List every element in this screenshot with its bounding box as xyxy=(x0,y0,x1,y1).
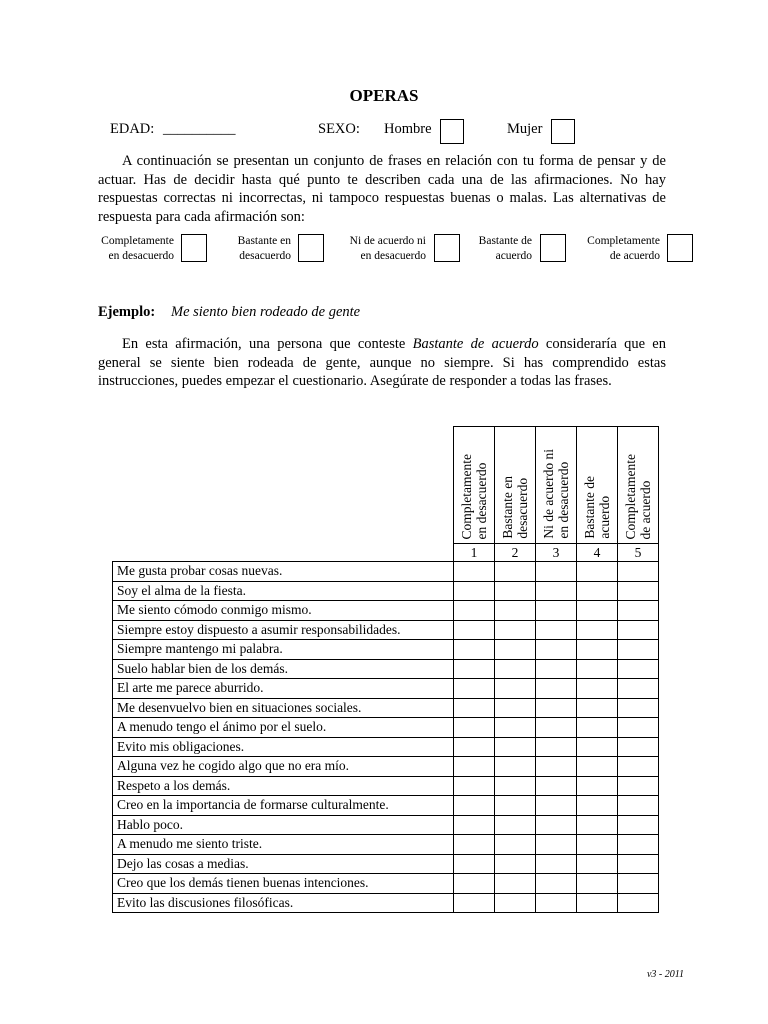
answer-cell-3[interactable] xyxy=(536,698,577,718)
answer-cell-4[interactable] xyxy=(577,659,618,679)
answer-cell-4[interactable] xyxy=(577,854,618,874)
answer-cell-3[interactable] xyxy=(536,893,577,913)
table-row xyxy=(113,679,659,699)
answer-cell-3[interactable] xyxy=(536,640,577,660)
column-number-row xyxy=(113,544,659,562)
answer-cell-4[interactable] xyxy=(577,796,618,816)
answer-cell-2[interactable] xyxy=(495,815,536,835)
answer-cell-2[interactable] xyxy=(495,776,536,796)
table-row xyxy=(113,718,659,738)
answer-cell-2[interactable] xyxy=(495,640,536,660)
answer-cell-4[interactable] xyxy=(577,815,618,835)
table-row xyxy=(113,698,659,718)
mujer-label: Mujer xyxy=(507,121,543,137)
answer-cell-5[interactable] xyxy=(618,893,659,913)
answer-cell-3[interactable] xyxy=(536,757,577,777)
answer-cell-1[interactable] xyxy=(454,698,495,718)
answer-cell-5[interactable] xyxy=(618,562,659,582)
answer-cell-3[interactable] xyxy=(536,854,577,874)
answer-cell-1[interactable] xyxy=(454,679,495,699)
answer-cell-2[interactable] xyxy=(495,659,536,679)
answer-cell-2[interactable] xyxy=(495,601,536,621)
column-header-3: Ni de acuerdo ni en desacuerdo xyxy=(536,427,577,544)
example-emphasis: Bastante de acuerdo xyxy=(412,336,539,352)
table-row xyxy=(113,620,659,640)
table-row xyxy=(113,815,659,835)
option-legend-3: Ni de acuerdo ni en desacuerdo xyxy=(349,235,426,262)
answer-cell-1[interactable] xyxy=(454,757,495,777)
answer-cell-2[interactable] xyxy=(495,718,536,738)
answer-cell-4[interactable] xyxy=(577,776,618,796)
answer-cell-4[interactable] xyxy=(577,874,618,894)
answer-cell-4[interactable] xyxy=(577,893,618,913)
option-legend-5: Completamente de acuerdo xyxy=(587,235,660,262)
statement-text: Evito mis obligaciones. xyxy=(113,737,454,757)
table-row xyxy=(113,659,659,679)
answer-cell-5[interactable] xyxy=(618,835,659,855)
answer-cell-1[interactable] xyxy=(454,776,495,796)
answer-cell-2[interactable] xyxy=(495,757,536,777)
statement-text: A menudo tengo el ánimo por el suelo. xyxy=(113,718,454,738)
column-number-4: 4 xyxy=(577,544,618,562)
answer-cell-5[interactable] xyxy=(618,640,659,660)
answer-cell-4[interactable] xyxy=(577,835,618,855)
answer-cell-2[interactable] xyxy=(495,874,536,894)
answer-cell-5[interactable] xyxy=(618,679,659,699)
answer-cell-2[interactable] xyxy=(495,620,536,640)
answer-cell-2[interactable] xyxy=(495,893,536,913)
answer-cell-1[interactable] xyxy=(454,620,495,640)
statement-text: Siempre mantengo mi palabra. xyxy=(113,640,454,660)
statement-text: Evito las discusiones filosóficas. xyxy=(113,893,454,913)
answer-cell-1[interactable] xyxy=(454,659,495,679)
answer-cell-2[interactable] xyxy=(495,698,536,718)
answer-cell-1[interactable] xyxy=(454,601,495,621)
answer-cell-1[interactable] xyxy=(454,893,495,913)
answer-cell-4[interactable] xyxy=(577,581,618,601)
table-row xyxy=(113,893,659,913)
edad-blank[interactable]: __________ xyxy=(163,121,236,137)
instructions-paragraph: En esta afirmación, una persona que conteste Bastante de acuerdo consideraría que en general se siente bien rodeada de gente, aunque no siempre. Si has comprendido estas instrucciones, puedes empezar el cuestionario. Asegúrate de responder a todas las frases. xyxy=(98,336,666,389)
sexo-label: SEXO: xyxy=(318,121,360,137)
statement-text: Suelo hablar bien de los demás. xyxy=(113,659,454,679)
column-header-4: Bastante de acuerdo xyxy=(577,427,618,544)
answer-cell-4[interactable] xyxy=(577,757,618,777)
answer-cell-2[interactable] xyxy=(495,854,536,874)
statement-text: Creo en la importancia de formarse culturalmente. xyxy=(113,796,454,816)
answer-cell-2[interactable] xyxy=(495,835,536,855)
answer-cell-5[interactable] xyxy=(618,874,659,894)
answer-cell-5[interactable] xyxy=(618,776,659,796)
column-header-2: Bastante en desacuerdo xyxy=(495,427,536,544)
statement-text: Soy el alma de la fiesta. xyxy=(113,581,454,601)
statement-text: Siempre estoy dispuesto a asumir responsabilidades. xyxy=(113,620,454,640)
statement-text: A menudo me siento triste. xyxy=(113,835,454,855)
statement-text: Me siento cómodo conmigo mismo. xyxy=(113,601,454,621)
answer-cell-3[interactable] xyxy=(536,815,577,835)
table-row xyxy=(113,757,659,777)
questionnaire-table xyxy=(112,426,659,913)
mujer-checkbox[interactable] xyxy=(551,119,575,144)
column-number-1: 1 xyxy=(454,544,495,562)
option-legend-1: Completamente en desacuerdo xyxy=(101,235,174,262)
statement-text: Me gusta probar cosas nuevas. xyxy=(113,562,454,582)
option-box-5 xyxy=(667,234,693,262)
answer-cell-4[interactable] xyxy=(577,562,618,582)
answer-cell-1[interactable] xyxy=(454,718,495,738)
statement-text: Respeto a los demás. xyxy=(113,776,454,796)
answer-cell-3[interactable] xyxy=(536,601,577,621)
statement-text: El arte me parece aburrido. xyxy=(113,679,454,699)
answer-cell-1[interactable] xyxy=(454,581,495,601)
table-row xyxy=(113,601,659,621)
answer-cell-3[interactable] xyxy=(536,835,577,855)
answer-cell-5[interactable] xyxy=(618,757,659,777)
column-header-5: Completamente de acuerdo xyxy=(618,427,659,544)
answer-cell-5[interactable] xyxy=(618,620,659,640)
answer-cell-1[interactable] xyxy=(454,562,495,582)
answer-cell-4[interactable] xyxy=(577,698,618,718)
answer-cell-3[interactable] xyxy=(536,581,577,601)
answer-cell-4[interactable] xyxy=(577,737,618,757)
answer-cell-3[interactable] xyxy=(536,620,577,640)
example-text: Me siento bien rodeado de gente xyxy=(171,304,361,320)
statement-text: Me desenvuelvo bien en situaciones sociales. xyxy=(113,698,454,718)
answer-cell-2[interactable] xyxy=(495,562,536,582)
edad-label: EDAD: xyxy=(110,121,155,137)
table-row xyxy=(113,796,659,816)
column-number-2: 2 xyxy=(495,544,536,562)
answer-cell-4[interactable] xyxy=(577,640,618,660)
table-row xyxy=(113,737,659,757)
answer-cell-2[interactable] xyxy=(495,796,536,816)
column-header-1: Completamente en desacuerdo xyxy=(454,427,495,544)
answer-cell-1[interactable] xyxy=(454,640,495,660)
hombre-checkbox[interactable] xyxy=(440,119,464,144)
answer-cell-3[interactable] xyxy=(536,562,577,582)
answer-cell-3[interactable] xyxy=(536,874,577,894)
table-row xyxy=(113,835,659,855)
answer-cell-3[interactable] xyxy=(536,737,577,757)
answer-cell-5[interactable] xyxy=(618,815,659,835)
version-footer: v3 - 2011 xyxy=(646,969,684,980)
hombre-label: Hombre xyxy=(384,121,432,137)
column-header-row xyxy=(113,427,659,544)
statement-text: Alguna vez he cogido algo que no era mío. xyxy=(113,757,454,777)
answer-cell-2[interactable] xyxy=(495,581,536,601)
answer-cell-3[interactable] xyxy=(536,718,577,738)
answer-cell-5[interactable] xyxy=(618,854,659,874)
table-row xyxy=(113,874,659,894)
answer-cell-4[interactable] xyxy=(577,601,618,621)
answer-cell-1[interactable] xyxy=(454,835,495,855)
page-title: OPERAS xyxy=(349,86,419,105)
answer-cell-1[interactable] xyxy=(454,737,495,757)
table-row xyxy=(113,854,659,874)
answer-cell-1[interactable] xyxy=(454,874,495,894)
answer-cell-3[interactable] xyxy=(536,679,577,699)
answer-cell-4[interactable] xyxy=(577,718,618,738)
answer-cell-5[interactable] xyxy=(618,737,659,757)
table-row xyxy=(113,640,659,660)
statement-text: Creo que los demás tienen buenas intenciones. xyxy=(113,874,454,894)
answer-cell-1[interactable] xyxy=(454,854,495,874)
answer-cell-5[interactable] xyxy=(618,581,659,601)
answer-cell-4[interactable] xyxy=(577,679,618,699)
answer-cell-5[interactable] xyxy=(618,659,659,679)
answer-cell-3[interactable] xyxy=(536,776,577,796)
answer-cell-5[interactable] xyxy=(618,796,659,816)
option-legend-4: Bastante de acuerdo xyxy=(478,235,532,262)
answer-cell-3[interactable] xyxy=(536,659,577,679)
table-row xyxy=(113,562,659,582)
table-row xyxy=(113,581,659,601)
answer-cell-3[interactable] xyxy=(536,796,577,816)
answer-cell-2[interactable] xyxy=(495,679,536,699)
table-row xyxy=(113,776,659,796)
statement-text: Dejo las cosas a medias. xyxy=(113,854,454,874)
statement-text: Hablo poco. xyxy=(113,815,454,835)
answer-cell-2[interactable] xyxy=(495,737,536,757)
answer-cell-5[interactable] xyxy=(618,601,659,621)
option-legend-2: Bastante en desacuerdo xyxy=(237,235,291,262)
answer-cell-1[interactable] xyxy=(454,815,495,835)
column-number-3: 3 xyxy=(536,544,577,562)
intro-paragraph: A continuación se presentan un conjunto de frases en relación con tu forma de pensar y de actuar. Has de decidir hasta qué punto te describen cada una de las afirmaciones. No hay respuestas correctas ni incorrectas, ni tampoco respuestas buenas o malas. Las alternativas de respuesta para cada afirmación son: xyxy=(98,153,666,225)
column-number-5: 5 xyxy=(618,544,659,562)
answer-cell-5[interactable] xyxy=(618,698,659,718)
answer-cell-5[interactable] xyxy=(618,718,659,738)
answer-cell-1[interactable] xyxy=(454,796,495,816)
answer-cell-4[interactable] xyxy=(577,620,618,640)
example-label: Ejemplo: xyxy=(98,304,156,320)
